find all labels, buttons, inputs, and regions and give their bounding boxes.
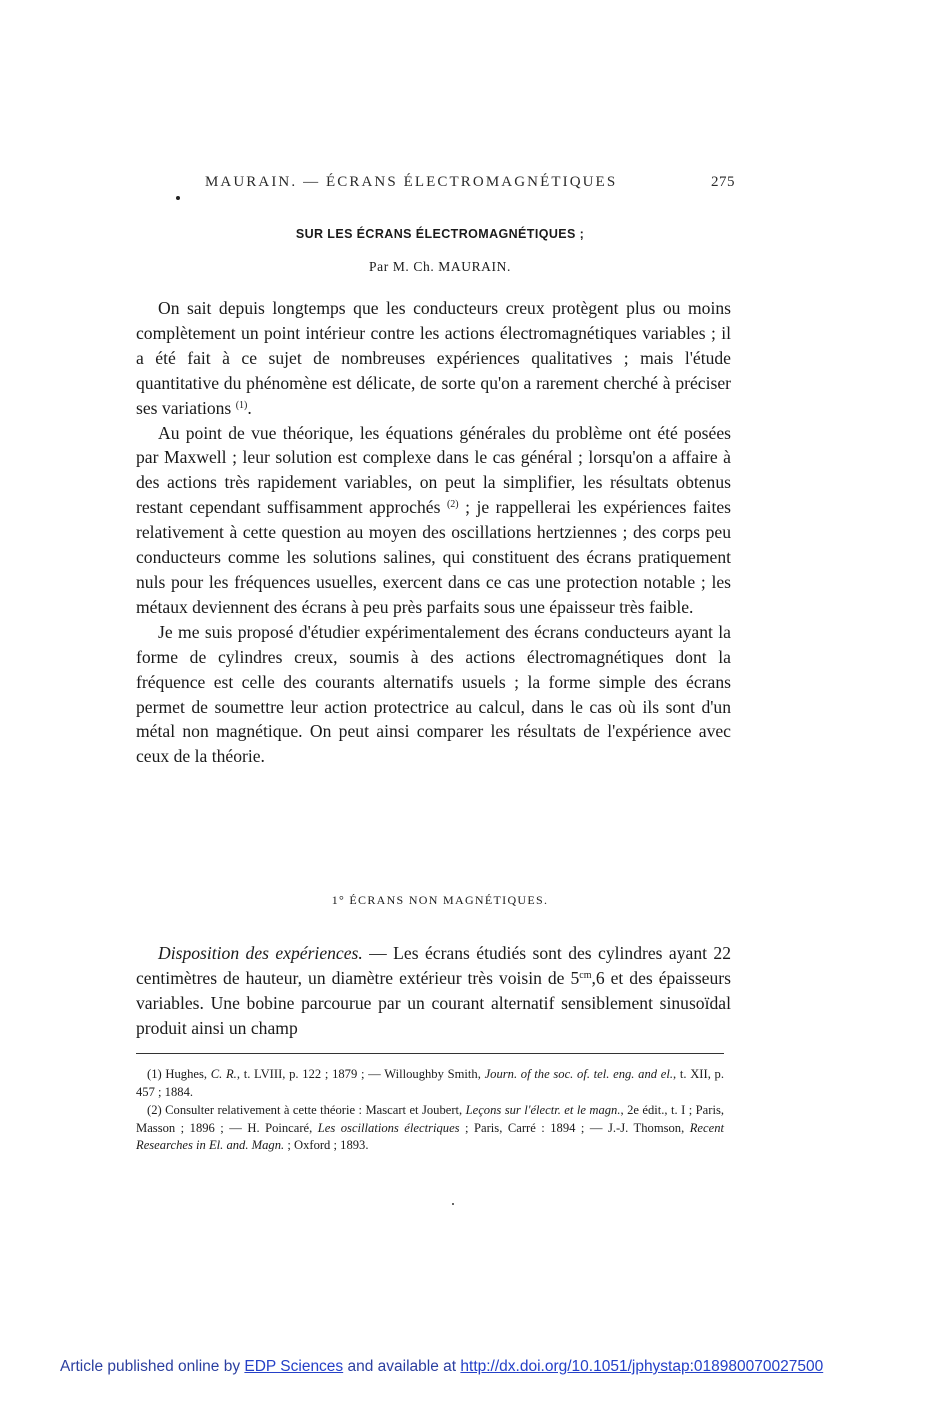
- footnote-citation-title: Journ. of the soc. of. tel. eng. and el.: [484, 1067, 673, 1081]
- footnote-text: Hughes,: [161, 1067, 211, 1081]
- paragraph-2-end: ; je rappellerai les expériences faites relativement à cette question au moyen des oscillations hertziennes ; des corps peu conducteurs comme les solutions salines, qui constituent des écrans pratiquement nuls pour les fréquences usuelles, exercent dans ce cas une protection notable ; les métaux deviennent des écrans à peu près parfaits sous une épaisseur très faible.: [136, 497, 731, 617]
- footnote-text: , t. XII, p. 457 ; 1884.: [136, 1067, 724, 1099]
- footnote-text: ; Paris, Carré : 1894 ; — J.-J. Thomson,: [459, 1120, 690, 1135]
- print-speck: [176, 196, 180, 200]
- footnote-2: [136, 1102, 724, 1155]
- footnote-citation-title: Les oscillations électriques: [317, 1120, 460, 1135]
- footnote-text: , 2e édit., t. I ; Paris, Masson ; 1896 ; — H. Poincaré,: [136, 1103, 724, 1135]
- footnote-text: ; Oxford ; 1893.: [284, 1138, 369, 1153]
- author-byline: Par M. Ch. MAURAIN.: [369, 259, 511, 274]
- paragraph-2: [136, 421, 731, 620]
- article-title: SUR LES ÉCRANS ÉLECTROMAGNÉTIQUES ;: [295, 227, 585, 241]
- paragraph-4: [136, 941, 731, 1041]
- running-header: [205, 174, 735, 191]
- paragraph-4-text-a: — Les écrans étudiés sont des cylindres ayant 22 centimètres de hauteur, un diamètre extérieur très voisin de 5: [136, 943, 731, 988]
- footnote-text: Consulter relativement à cette théorie : Mascart et Joubert,: [161, 1103, 466, 1118]
- footnote-citation-title: Recent Researches in El. and. Magn.: [136, 1120, 724, 1153]
- publisher-middle: and available at: [343, 1358, 461, 1375]
- unit-superscript: cm: [579, 969, 592, 981]
- publisher-prefix: Article published online by: [60, 1358, 245, 1375]
- section-heading: 1° ÉCRANS NON MAGNÉTIQUES.: [331, 893, 549, 907]
- page-number: 275: [711, 174, 735, 190]
- footnote-ref-2[interactable]: (2): [446, 499, 459, 511]
- section-text: [136, 941, 731, 1041]
- introduction-text: [136, 296, 731, 769]
- paragraph-2-text: Au point de vue théorique, les équations générales du problème ont été posées par Maxwell ; leur solution est complexe dans le cas général ; lorsqu'on a affaire à des actions très rapidement variables, on peut la simplifier, les résultats obtenus restant cependant suffisamment approchés: [136, 422, 731, 518]
- footnote-divider: [136, 1053, 724, 1054]
- publisher-notice: [60, 1358, 880, 1376]
- footnote-1: [136, 1066, 724, 1101]
- footnote-citation-title: Leçons sur l'électr. et le magn.: [465, 1103, 621, 1118]
- doi-link[interactable]: http://dx.doi.org/10.1051/jphystap:018980070027500: [460, 1358, 824, 1375]
- footnote-text: , t. LVIII, p. 122 ; 1879 ; — Willoughby Smith,: [236, 1067, 485, 1081]
- paragraph-1-end: .: [247, 397, 252, 418]
- print-speck-small: [452, 1203, 454, 1205]
- edp-sciences-link[interactable]: EDP Sciences: [244, 1358, 344, 1375]
- footnote-ref-1[interactable]: (1): [235, 399, 248, 411]
- paragraph-4-text-b: ,6 et des épaisseurs variables. Une bobine parcourue par un courant alternatif sensiblement sinusoïdal produit ainsi un champ: [136, 967, 731, 1038]
- running-title: MAURAIN. — ÉCRANS ÉLECTROMAGNÉTIQUES: [205, 174, 618, 190]
- footnote-mark: (2): [147, 1103, 162, 1118]
- paragraph-1-text: On sait depuis longtemps que les conducteurs creux protègent plus ou moins complètement un point intérieur contre les actions électromagnétiques variables ; il a été fait à ce sujet de nombreuses expériences qualitatives ; mais l'étude quantitative du phénomène est délicate, de sorte qu'on a rarement cherché à préciser ses variations: [136, 298, 731, 418]
- paragraph-3: Je me suis proposé d'étudier expérimentalement des écrans conducteurs ayant la forme de cylindres creux, soumis à des actions électromagnétiques dont la fréquence est celle des courants alternatifs usuels ; la forme simple des écrans permet de soumettre leur action protectrice au calcul, dans le cas où ils sont d'un métal non magnétique. On peut ainsi comparer les résultats de l'expérience avec ceux de la théorie.: [136, 621, 731, 767]
- section-lead-italic: Disposition des expériences.: [158, 943, 363, 963]
- paragraph-1: [136, 296, 731, 421]
- footnote-mark: (1): [147, 1067, 162, 1081]
- footnotes: [136, 1066, 724, 1156]
- footnote-citation-title: C. R.: [210, 1067, 237, 1081]
